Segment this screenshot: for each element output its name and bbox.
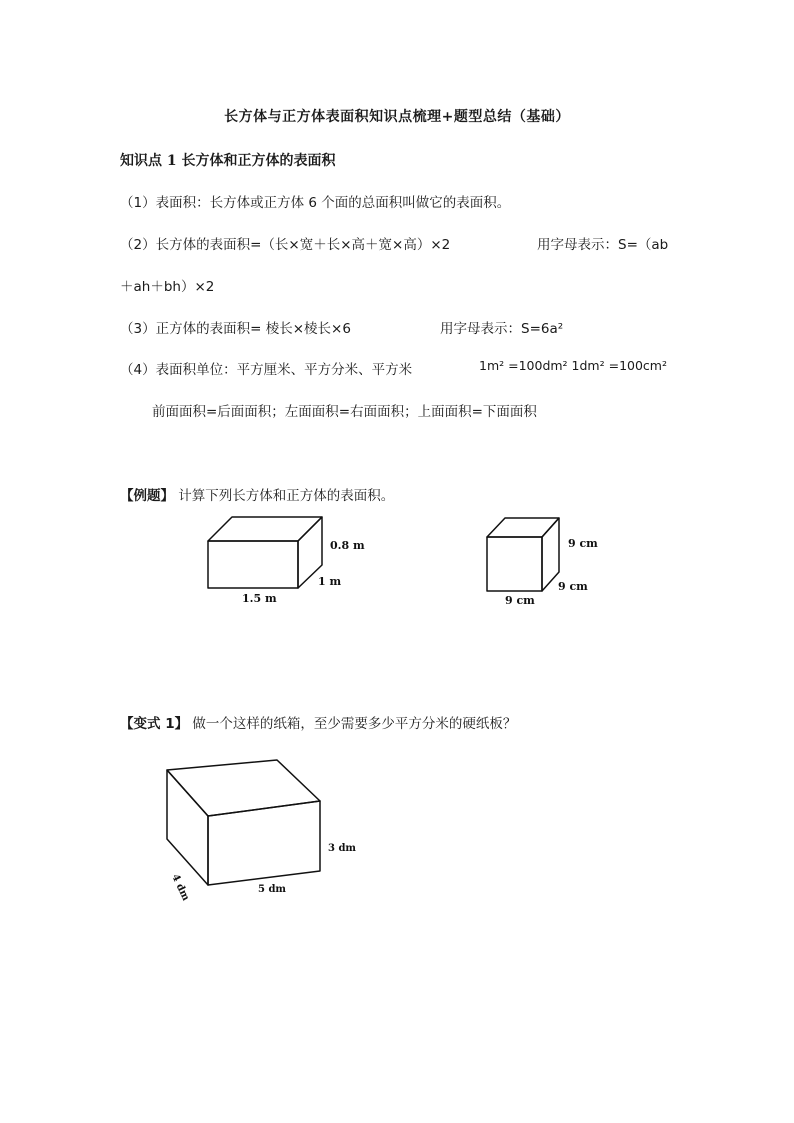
cuboid-width-label: 1 m — [318, 575, 342, 588]
example-tag: 【例题】 — [120, 488, 174, 504]
point-5: 前面面积=后面面积；左面面积=右面面积；上面面积=下面面积 — [152, 404, 537, 420]
point-3: （3）正方体的表面积= 棱长×棱长×6 — [120, 321, 351, 337]
cube-width-label: 9 cm — [558, 580, 588, 593]
variant-text: 做一个这样的纸箱，至少需要多少平方分米的硬纸板？ — [192, 716, 517, 732]
cuboid-height-label: 0.8 m — [330, 539, 365, 552]
box-height-label: 3 dm — [328, 843, 357, 854]
point-3-letters: 用字母表示：S=6a² — [440, 321, 564, 337]
point-1: （1）表面积：长方体或正方体 6 个面的总面积叫做它的表面积。 — [120, 195, 511, 211]
point-2-continued: ＋ah＋bh）×2 — [120, 279, 215, 295]
cuboid-figure — [208, 517, 322, 588]
page-title: 长方体与正方体表面积知识点梳理+题型总结（基础） — [224, 109, 570, 125]
box-figure — [167, 760, 320, 885]
point-2-letters: 用字母表示：S=（ab — [537, 237, 669, 253]
cube-length-label: 9 cm — [505, 594, 535, 607]
variant-tag: 【变式 1】 — [120, 716, 189, 732]
cube-height-label: 9 cm — [568, 537, 598, 550]
box-width-label: 4 dm — [169, 872, 192, 903]
point-2: （2）长方体的表面积=（长×宽＋长×高＋宽×高）×2 — [120, 237, 451, 253]
point-4: （4）表面积单位：平方厘米、平方分米、平方米 — [120, 362, 413, 378]
box-length-label: 5 dm — [258, 884, 287, 895]
example-text: 计算下列长方体和正方体的表面积。 — [178, 488, 395, 504]
cube-figure — [487, 518, 559, 591]
section-heading: 知识点 1 长方体和正方体的表面积 — [120, 153, 336, 169]
cuboid-length-label: 1.5 m — [242, 592, 277, 605]
point-4-units: 1m² =100dm² 1dm² =100cm² — [479, 358, 667, 373]
